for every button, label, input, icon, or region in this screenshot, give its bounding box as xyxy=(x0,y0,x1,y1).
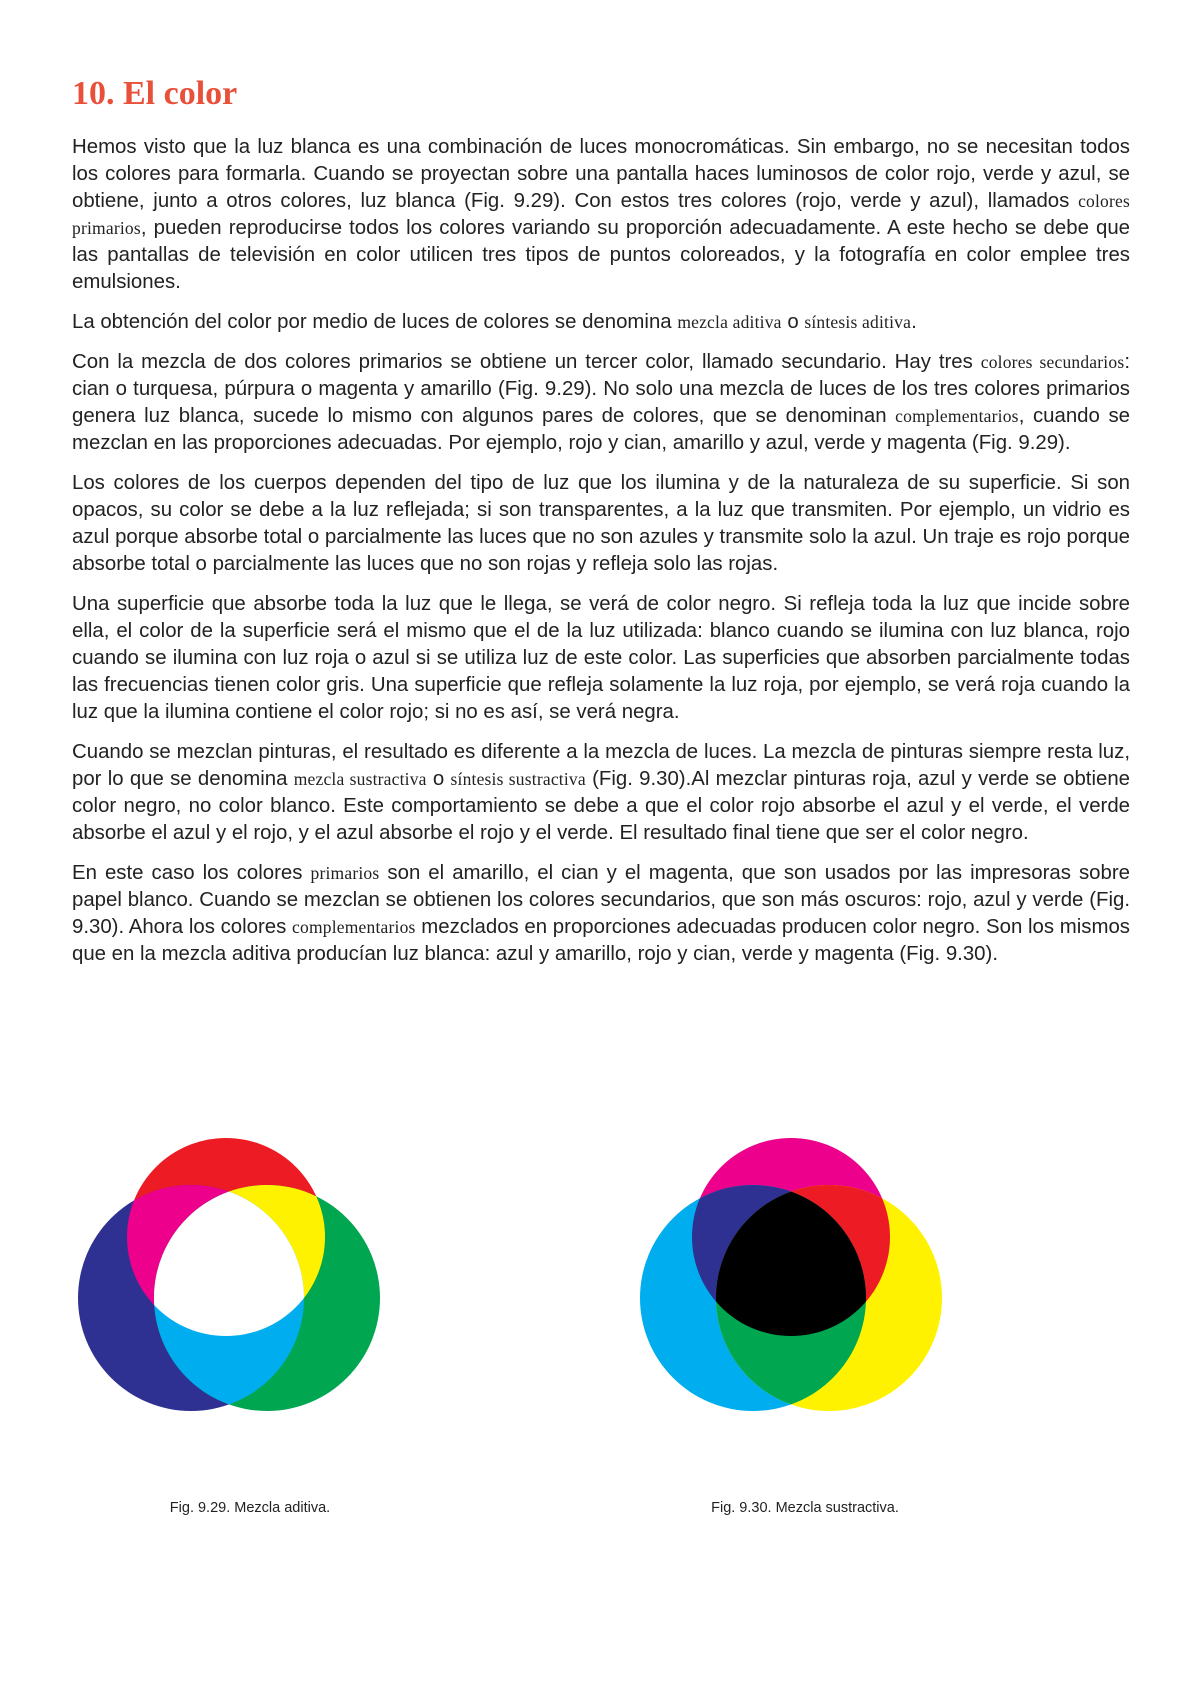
figure-subtractive-caption: Fig. 9.30. Mezcla sustractiva. xyxy=(711,1500,899,1516)
body-text xyxy=(72,134,1130,981)
paragraph xyxy=(72,470,1130,578)
paragraph-text: En este caso los colores xyxy=(72,862,311,884)
paragraph xyxy=(72,591,1130,726)
key-term: complementarios xyxy=(292,917,416,937)
key-term: complementarios xyxy=(895,406,1019,426)
paragraph-text: . xyxy=(911,311,917,333)
paragraph xyxy=(72,860,1130,968)
additive-venn-diagram xyxy=(70,1138,430,1498)
paragraph xyxy=(72,134,1130,296)
paragraph-text: Los colores de los cuerpos dependen del tipo de luz que los ilumina y de la naturaleza de su superficie. Si son opacos, su color se debe a la luz reflejada; si son transparentes, a la luz que transmiten. Por ejemplo, un vidrio es azul porque absorbe total o parcialmente las luces que no son azules y transmite solo la azul. Un traje es rojo porque absorbe total o parcialmente las luces que no son rojas y refleja solo las rojas. xyxy=(72,472,1130,575)
paragraph-text: : cian o turquesa, púrpura o magenta y amarillo (Fig. 9.29). No solo una mezcla de luces de los tres colores primarios genera luz blanca, sucede lo mismo con algunos pares de colores, que se denominan xyxy=(72,351,1130,427)
figure-subtractive-mixing xyxy=(625,1138,985,1516)
paragraph xyxy=(72,349,1130,457)
paragraph-text: o xyxy=(781,311,805,333)
key-term: mezcla sustractiva xyxy=(293,769,427,789)
paragraph xyxy=(72,739,1130,847)
paragraph-text: La obtención del color por medio de luces de colores se denomina xyxy=(72,311,678,333)
paragraph xyxy=(72,309,1130,336)
key-term: mezcla aditiva xyxy=(677,312,782,332)
key-term: primarios xyxy=(310,863,380,883)
paragraph-text: , pueden reproducirse todos los colores variando su proporción adecuadamente. A este hecho se debe que las pantallas de televisión en color utilicen tres tipos de puntos coloreados, y la fotografía en color emplee tres emulsiones. xyxy=(72,217,1130,293)
figure-additive-caption: Fig. 9.29. Mezcla aditiva. xyxy=(169,1500,331,1516)
paragraph-text: mezclados en proporciones adecuadas producen color negro. Son los mismos que en la mezcla aditiva producían luz blanca: azul y amarillo, rojo y cian, verde y magenta (Fig. 9.30). xyxy=(72,916,1130,965)
paragraph-text: Hemos visto que la luz blanca es una combinación de luces monocromáticas. Sin embargo, no se necesitan todos los colores para formarla. Cuando se proyectan sobre una pantalla haces luminosos de color rojo, verde y azul, se obtiene, junto a otros colores, luz blanca (Fig. 9.29). Con estos tres colores (rojo, verde y azul), llamados xyxy=(72,136,1130,212)
key-term: colores primarios xyxy=(72,191,1130,238)
paragraph-text: o xyxy=(426,768,451,790)
page-title: 10. El color xyxy=(72,75,238,112)
paragraph-text: (Fig. 9.30).Al mezclar pinturas roja, azul y verde se obtiene color negro, no color blanco. Este comportamiento se debe a que el color rojo absorbe el azul y el verde, el verde absorbe el azul y el rojo, y el azul absorbe el rojo y el verde. El resultado final tiene que ser el color negro. xyxy=(72,768,1131,844)
paragraph-text: son el amarillo, el cian y el magenta, que son usados por las impresoras sobre papel blanco. Cuando se mezclan se obtienen los colores secundarios, que son más oscuros: rojo, azul y verde (Fig. 9.30). Ahora los colores xyxy=(72,862,1130,938)
paragraph-text: Cuando se mezclan pinturas, el resultado es diferente a la mezcla de luces. La mezcla de pinturas siempre resta luz, por lo que se denomina xyxy=(72,741,1130,790)
paragraph-text: Con la mezcla de dos colores primarios se obtiene un tercer color, llamado secundario. Hay tres xyxy=(72,351,981,373)
subtractive-venn-diagram xyxy=(625,1138,985,1498)
figure-additive-mixing xyxy=(70,1138,430,1516)
key-term: colores secundarios xyxy=(980,352,1125,372)
paragraph-text: , cuando se mezclan en las proporciones adecuadas. Por ejemplo, rojo y cian, amarillo y azul, verde y magenta (Fig. 9.29). xyxy=(72,405,1130,454)
key-term: síntesis aditiva xyxy=(804,312,912,332)
key-term: síntesis sustractiva xyxy=(450,769,586,789)
paragraph-text: Una superficie que absorbe toda la luz que le llega, se verá de color negro. Si refleja toda la luz que incide sobre ella, el color de la superficie será el mismo que el de la luz utilizada: blanco cuando se ilumina con luz blanca, rojo cuando se ilumina con luz roja o azul si se utiliza luz de este color. Las superficies que absorben parcialmente todas las frecuencias tienen color gris. Una superficie que refleja solamente la luz roja, por ejemplo, se verá roja cuando la luz que la ilumina contiene el color rojo; si no es así, se verá negra. xyxy=(72,593,1130,723)
